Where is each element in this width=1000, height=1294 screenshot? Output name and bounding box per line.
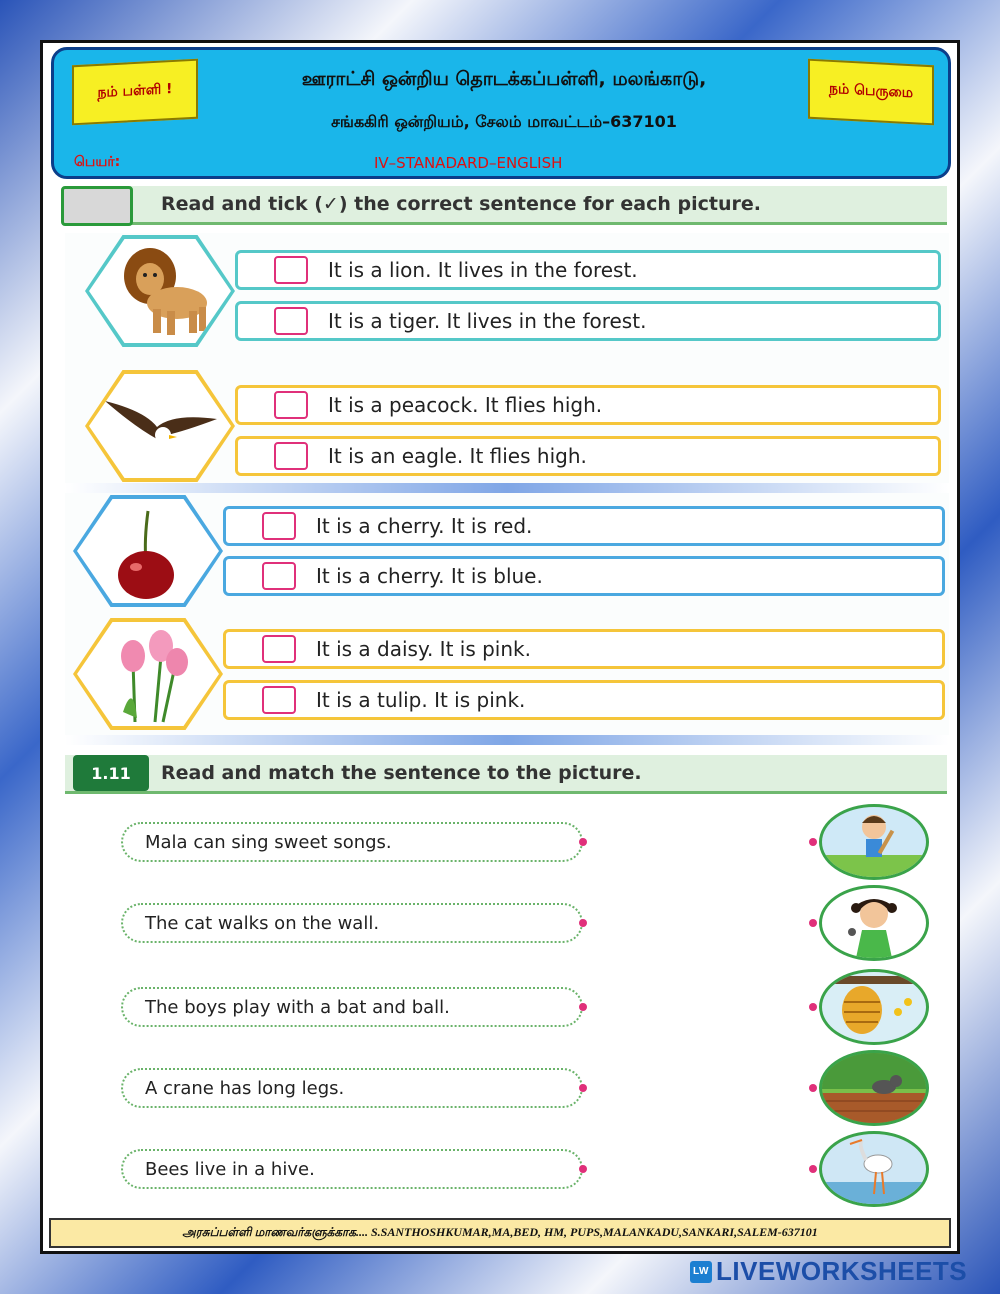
section2-instruction-bar bbox=[65, 755, 947, 794]
picture-crane bbox=[819, 1131, 929, 1207]
option-text: It is a peacock. It flies high. bbox=[328, 393, 603, 417]
match-sentence: The cat walks on the wall. bbox=[121, 903, 583, 943]
beehive-icon bbox=[822, 972, 926, 1042]
checkbox[interactable] bbox=[262, 562, 296, 590]
school-address: சங்ககிரி ஒன்றியம், சேலம் மாவட்டம்–637101 bbox=[331, 112, 677, 131]
match-dot-right[interactable] bbox=[809, 1003, 817, 1011]
section1-instruction: Read and tick (✓) the correct sentence for each picture. bbox=[161, 193, 761, 215]
match-dot-left[interactable] bbox=[579, 838, 587, 846]
match-dot-right[interactable] bbox=[809, 1165, 817, 1173]
match-dot-right[interactable] bbox=[809, 919, 817, 927]
school-name: ஊராட்சி ஒன்றிய தொடக்கப்பள்ளி, மலங்காடு, bbox=[301, 68, 707, 90]
picture-cat-on-wall bbox=[819, 1050, 929, 1126]
option-lion-1 bbox=[235, 250, 941, 290]
option-lion-2 bbox=[235, 301, 941, 341]
checkbox[interactable] bbox=[262, 686, 296, 714]
standard-label: IV–STANADARD–ENGLISH bbox=[374, 154, 563, 172]
crane-icon bbox=[822, 1134, 926, 1204]
cat-on-wall-icon bbox=[822, 1053, 926, 1123]
match-dot-left[interactable] bbox=[579, 919, 587, 927]
checkbox[interactable] bbox=[274, 256, 308, 284]
option-tulip-2 bbox=[223, 680, 945, 720]
option-text: It is a lion. It lives in the forest. bbox=[328, 258, 638, 282]
match-sentence: The boys play with a bat and ball. bbox=[121, 987, 583, 1027]
liveworksheets-logo-icon: LW bbox=[690, 1261, 712, 1283]
option-text: It is a tiger. It lives in the forest. bbox=[328, 309, 647, 333]
boy-cricket-icon bbox=[822, 807, 926, 877]
checkbox[interactable] bbox=[262, 635, 296, 663]
tulip-icon bbox=[103, 622, 193, 726]
option-text: It is a cherry. It is blue. bbox=[316, 564, 543, 588]
liveworksheets-brand[interactable] bbox=[690, 1256, 967, 1287]
picture-beehive bbox=[819, 969, 929, 1045]
option-text: It is an eagle. It flies high. bbox=[328, 444, 587, 468]
name-label: பெயர்: bbox=[74, 154, 121, 170]
cherry-icon bbox=[108, 501, 188, 601]
girl-singing-icon bbox=[822, 888, 926, 958]
match-dot-right[interactable] bbox=[809, 838, 817, 846]
worksheet-page bbox=[40, 40, 960, 1254]
option-text: It is a daisy. It is pink. bbox=[316, 637, 531, 661]
option-cherry-1 bbox=[223, 506, 945, 546]
divider bbox=[65, 483, 949, 493]
flag-our-pride: நம் பெருமை bbox=[808, 59, 934, 126]
match-sentence: A crane has long legs. bbox=[121, 1068, 583, 1108]
match-dot-right[interactable] bbox=[809, 1084, 817, 1092]
option-cherry-2 bbox=[223, 556, 945, 596]
flag-our-school: நம் பள்ளி ! bbox=[72, 59, 198, 126]
eagle-icon bbox=[95, 391, 225, 461]
option-eagle-2 bbox=[235, 436, 941, 476]
checkbox[interactable] bbox=[262, 512, 296, 540]
section2-instruction: Read and match the sentence to the picture. bbox=[161, 762, 642, 784]
option-text: It is a cherry. It is red. bbox=[316, 514, 533, 538]
checkbox[interactable] bbox=[274, 442, 308, 470]
match-sentence: Mala can sing sweet songs. bbox=[121, 822, 583, 862]
option-eagle-1 bbox=[235, 385, 941, 425]
match-dot-left[interactable] bbox=[579, 1165, 587, 1173]
picture-girl-singing bbox=[819, 885, 929, 961]
match-sentence: Bees live in a hive. bbox=[121, 1149, 583, 1189]
lion-icon bbox=[105, 241, 215, 341]
divider bbox=[65, 735, 949, 745]
match-dot-left[interactable] bbox=[579, 1084, 587, 1092]
checkbox[interactable] bbox=[274, 307, 308, 335]
match-dot-left[interactable] bbox=[579, 1003, 587, 1011]
footer-credit: அரசுப்பள்ளி மாணவர்களுக்காக.... S.SANTHOSHKUMAR,MA,BED, HM, PUPS,MALANKADU,SANKARI,SALEM-637101 bbox=[49, 1218, 951, 1248]
brand-text: LIVEWORKSHEETS bbox=[716, 1256, 968, 1286]
checkbox[interactable] bbox=[274, 391, 308, 419]
school-header bbox=[51, 47, 951, 179]
option-tulip-1 bbox=[223, 629, 945, 669]
question-number: 1.11 bbox=[73, 755, 149, 791]
section1-instruction-bar bbox=[65, 186, 947, 225]
picture-boy-cricket bbox=[819, 804, 929, 880]
question-number-box bbox=[61, 186, 133, 226]
option-text: It is a tulip. It is pink. bbox=[316, 688, 526, 712]
